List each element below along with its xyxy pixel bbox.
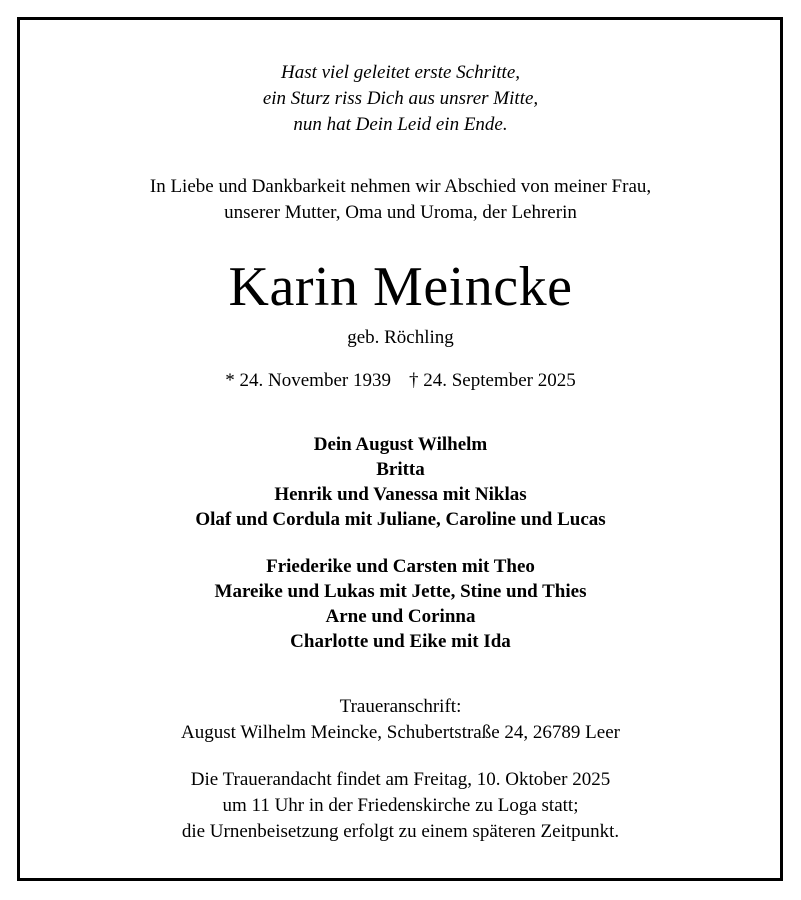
service-line: die Urnenbeisetzung erfolgt zu einem späteren Zeitpunkt. <box>181 821 620 842</box>
maiden-name: geb. Röchling <box>347 327 454 348</box>
service-line: um 11 Uhr in der Friedenskirche zu Loga statt; <box>222 795 579 816</box>
mourning-address <box>0 694 801 746</box>
mourners-group-2 <box>0 554 801 654</box>
deceased-name: Karin Meincke <box>228 256 573 318</box>
mourner-line: Dein August Wilhelm <box>313 434 488 455</box>
birth-date: * 24. November 1939 <box>225 370 391 391</box>
poem-line: nun hat Dein Leid ein Ende. <box>293 114 508 135</box>
poem <box>0 60 801 138</box>
address-label: Traueranschrift: <box>339 696 462 717</box>
service-line: Die Trauerandacht findet am Freitag, 10. Oktober 2025 <box>190 769 611 790</box>
mourner-line: Henrik und Vanessa mit Niklas <box>274 484 527 505</box>
intro-text <box>0 174 801 226</box>
service-info <box>0 767 801 845</box>
poem-line: ein Sturz riss Dich aus unsrer Mitte, <box>262 88 539 109</box>
death-date: † 24. September 2025 <box>408 370 576 391</box>
mourner-line: Arne und Corinna <box>325 606 476 627</box>
poem-line: Hast viel geleitet erste Schritte, <box>280 62 520 83</box>
address-value: August Wilhelm Meincke, Schubertstraße 24, 26789 Leer <box>181 722 620 743</box>
mourner-line: Mareike und Lukas mit Jette, Stine und Thies <box>214 581 587 602</box>
life-dates <box>0 368 801 394</box>
mourner-line: Friederike und Carsten mit Theo <box>266 556 535 577</box>
intro-line: unserer Mutter, Oma und Uroma, der Lehrerin <box>224 202 577 223</box>
mourner-line: Olaf und Cordula mit Juliane, Caroline und Lucas <box>195 509 606 530</box>
mourners-group-1 <box>0 432 801 532</box>
mourner-line: Britta <box>376 459 425 480</box>
intro-line: In Liebe und Dankbarkeit nehmen wir Abschied von meiner Frau, <box>149 176 652 197</box>
mourner-line: Charlotte und Eike mit Ida <box>290 631 511 652</box>
